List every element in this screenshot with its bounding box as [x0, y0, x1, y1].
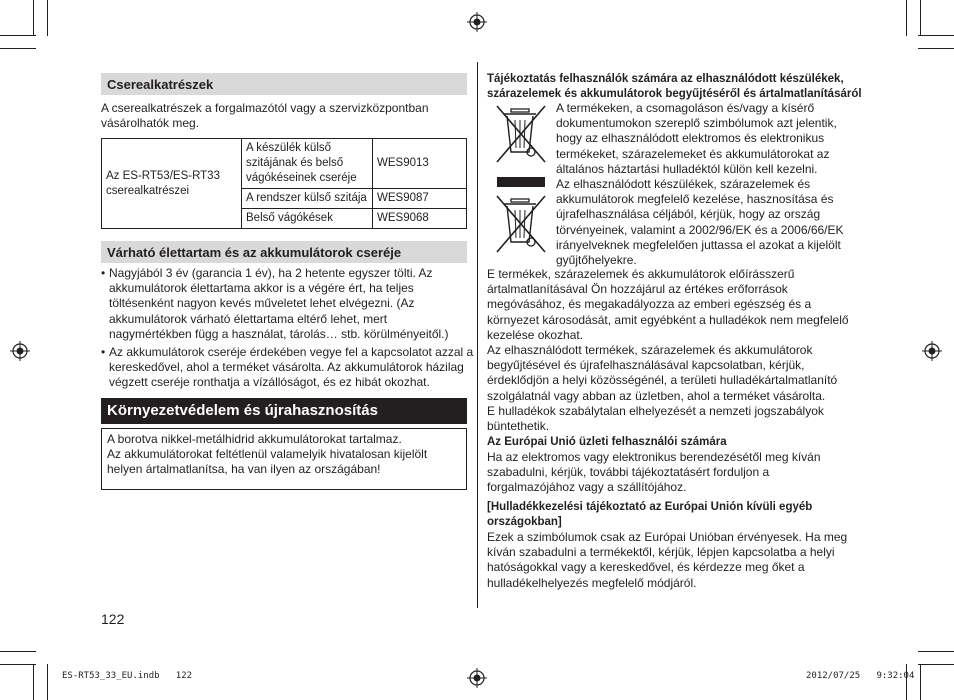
bullet-text: [109, 266, 449, 342]
icon-text-line: Az elhasználódott készülékek, szárazelemek és: [556, 177, 811, 192]
desc-cell: Belső vágókések: [242, 209, 373, 229]
bullet-line: Nagyjából 3 év (garancia 1 év), ha 2 hetente egyszer tölti. Az: [109, 266, 433, 280]
body-line: ártalmatlanításával Ön hozzájárul az értékes erőforrások: [487, 282, 788, 297]
parts-table: [101, 138, 467, 229]
noneu-line: hulladékelhelyezés megfelelő módjáról.: [487, 575, 697, 590]
parts-heading-text: Cserealkatrészek: [107, 77, 214, 92]
icon-text-line: termékeket, szárazelemeket és akkumulátorokat az: [556, 146, 830, 161]
body-line: Az elhasználódott termékek, szárazelemek és akkumulátorok: [487, 343, 813, 358]
body-line: környezet károsodását, amit egyébként a hulladékok nem megfelelő: [487, 312, 849, 327]
crop-mark: [33, 0, 34, 36]
crop-mark: [0, 651, 36, 652]
page-number: 122: [101, 611, 125, 627]
icon-text-line: irányelveknek megfelelően juttassa el azokat a kijelölt: [556, 237, 841, 252]
parts-intro: [101, 101, 429, 131]
eu-text: [487, 450, 821, 496]
noneu-heading-line: országokban]: [487, 516, 562, 528]
code-cell: WES9087: [373, 189, 467, 209]
env-heading: [101, 398, 467, 424]
crop-mark: [0, 664, 36, 665]
crop-mark: [47, 0, 48, 36]
env-box-line: helyen ártalmatlanítsa, ha van ilyen az országában!: [107, 462, 381, 477]
registration-mark-icon: [467, 12, 487, 32]
icon-text-line: akkumulátorok megfelelő kezelése, hasznosítása és: [556, 192, 834, 207]
noneu-line: kíván szabadulni a termékektől, kérjük, lépjen kapcsolatba a helyi: [487, 545, 835, 560]
registration-mark-icon: [922, 341, 942, 361]
bullet-dot: •: [101, 266, 106, 280]
body-line: megóvásához, és megakadályozza az emberi egészség és a: [487, 297, 812, 312]
right-title-line: szárazelemek és akkumulátorok begyűjtéséről és ártalmatlanításáról: [487, 88, 862, 100]
column-divider: [477, 62, 478, 608]
model-line: Az ES-RT53/ES-RT33: [106, 169, 220, 182]
bullet-line: akkumulátorok várható élettartama eltérő lehet, mert: [109, 311, 388, 326]
icon-text-line: általános háztartási hulladéktól külön kell kezelni.: [556, 161, 818, 176]
crop-mark: [906, 0, 907, 36]
body-line: érdeklődjön a helyi közösségénél, a területi hulladékártalmatlanító: [487, 373, 838, 388]
code-cell: WES9013: [373, 139, 467, 189]
crop-mark: [0, 35, 36, 36]
crop-mark: [920, 664, 921, 700]
noneu-heading: [487, 500, 812, 530]
icon-text-line: törvényeinek, valamint a 2002/96/EK és a 2006/66/EK: [556, 222, 844, 237]
icon-text-line: A termékeken, a csomagoláson és/vagy a kísérő: [556, 101, 815, 115]
model-line: cserealkatrészei: [106, 184, 190, 197]
crop-mark: [918, 48, 954, 49]
body-text-1: [487, 267, 849, 434]
body-line: E termékek, szárazelemek és akkumulátorok előírásszerű: [487, 267, 795, 281]
crop-mark: [918, 651, 954, 652]
env-box: [101, 428, 467, 490]
icon-text-line: újrafelhasználása céljából, kérjük, hogy az ország: [556, 207, 821, 222]
body-line: kezelése okozhat.: [487, 327, 584, 342]
crop-mark: [906, 664, 907, 700]
body-line: szolgálatnál vagy abban az üzletben, ahol a terméket vásárolta.: [487, 388, 826, 403]
parts-intro-line: vásárolhatók meg.: [101, 116, 200, 131]
body-line: begyűjtésével és újrafelhasználásával kapcsolatban, kérjük,: [487, 358, 805, 373]
desc-line: szitájának és belső: [246, 157, 344, 169]
icon-text: [556, 101, 844, 268]
desc-line: A készülék külső: [246, 142, 332, 154]
table-row: [102, 139, 467, 189]
env-box-line: Az akkumulátorokat feltétlenül valamelyik hivatalosan kijelölt: [107, 447, 428, 462]
noneu-line: Ezek a szimbólumok csak az Európai Unióban érvényesek. Ha meg: [487, 530, 848, 544]
bullet-line: nagymértékben függ a használat, tárolás… stb. körülményeitől.): [109, 326, 449, 341]
registration-mark-icon: [10, 341, 30, 361]
icon-text-line: hogy az elhasználódott elektromos és elektronikus: [556, 131, 825, 146]
bullet-line: Az akkumulátorok cseréje érdekében vegye fel a kapcsolatot azzal a: [109, 345, 474, 359]
right-title: [487, 72, 862, 102]
desc-line: vágókéseinek cseréje: [246, 172, 357, 184]
icon-text-line: dokumentumokon szereplő szimbólumok azt jelentik,: [556, 116, 837, 131]
crossed-bin-icon: [493, 104, 549, 166]
battery-bullet-2: [101, 345, 473, 391]
weee-bar: [497, 177, 545, 187]
footer-datetime: 2012/07/25 9:32:04: [806, 671, 915, 681]
env-heading-text: Környezetvédelem és újrahasznosítás: [107, 402, 378, 419]
battery-heading: [101, 241, 467, 263]
bullet-line: akkumulátorok élettartama akkor is a végére ért, ha teljes: [109, 281, 414, 296]
battery-heading-text: Várható élettartam és az akkumulátorok cseréje: [107, 245, 402, 260]
parts-heading: [101, 73, 467, 95]
code-cell: WES9068: [373, 209, 467, 229]
crop-mark: [33, 664, 34, 700]
bullet-line: töltésenként nagyon kevés műveletet lehet elvégezni. (Az: [109, 296, 415, 311]
crop-mark: [918, 35, 954, 36]
eu-line: Ha az elektromos vagy elektronikus berendezésétől meg kíván: [487, 450, 821, 464]
parts-intro-line: A cserealkatrészek a forgalmazótól vagy a szervizközpontban: [101, 101, 429, 115]
crop-mark: [918, 664, 954, 665]
right-title-line: Tájékoztatás felhasználók számára az elhasználódott készülékek,: [487, 73, 844, 85]
icon-text-line: gyűjtőhelyekre.: [556, 253, 637, 268]
eu-line: forgalmazójához vagy a szállítójához.: [487, 480, 687, 495]
bullet-text: [109, 345, 473, 391]
footer-file: ES-RT53_33_EU.indb 122: [62, 671, 193, 681]
bullet-dot: •: [101, 345, 106, 359]
bullet-line: végzett cseréje ronthatja a vízállóságot, és ez hibát okozhat.: [109, 375, 430, 390]
noneu-line: hatóságokkal vagy a kereskedővel, és kérdezze meg őket a: [487, 560, 805, 575]
crop-mark: [47, 664, 48, 700]
desc-cell: [242, 139, 373, 189]
body-line: E hulladékok szabálytalan elhelyezését a nemzeti jogszabályok: [487, 403, 824, 418]
crop-mark: [920, 0, 921, 36]
eu-heading: Az Európai Unió üzleti felhasználói számára: [487, 436, 727, 448]
model-cell: [102, 139, 242, 229]
crossed-bin-battery-icon: [493, 194, 549, 256]
registration-mark-icon: [467, 668, 487, 688]
bullet-line: kereskedővel, ahol a terméket vásárolta. Az akkumulátorok házilag: [109, 360, 464, 375]
noneu-text: [487, 530, 847, 591]
body-line: büntethetik.: [487, 419, 550, 434]
battery-bullet-1: [101, 266, 449, 342]
noneu-heading-line: [Hulladékkezelési tájékoztató az Európai Unión kívüli egyéb: [487, 501, 813, 513]
crop-mark: [0, 48, 36, 49]
desc-cell: A rendszer külső szitája: [242, 189, 373, 209]
env-box-line: A borotva nikkel-metálhidrid akkumulátorokat tartalmaz.: [107, 432, 402, 446]
eu-line: szabadulni, kérjük, további tájékoztatásért forduljon a: [487, 465, 770, 480]
